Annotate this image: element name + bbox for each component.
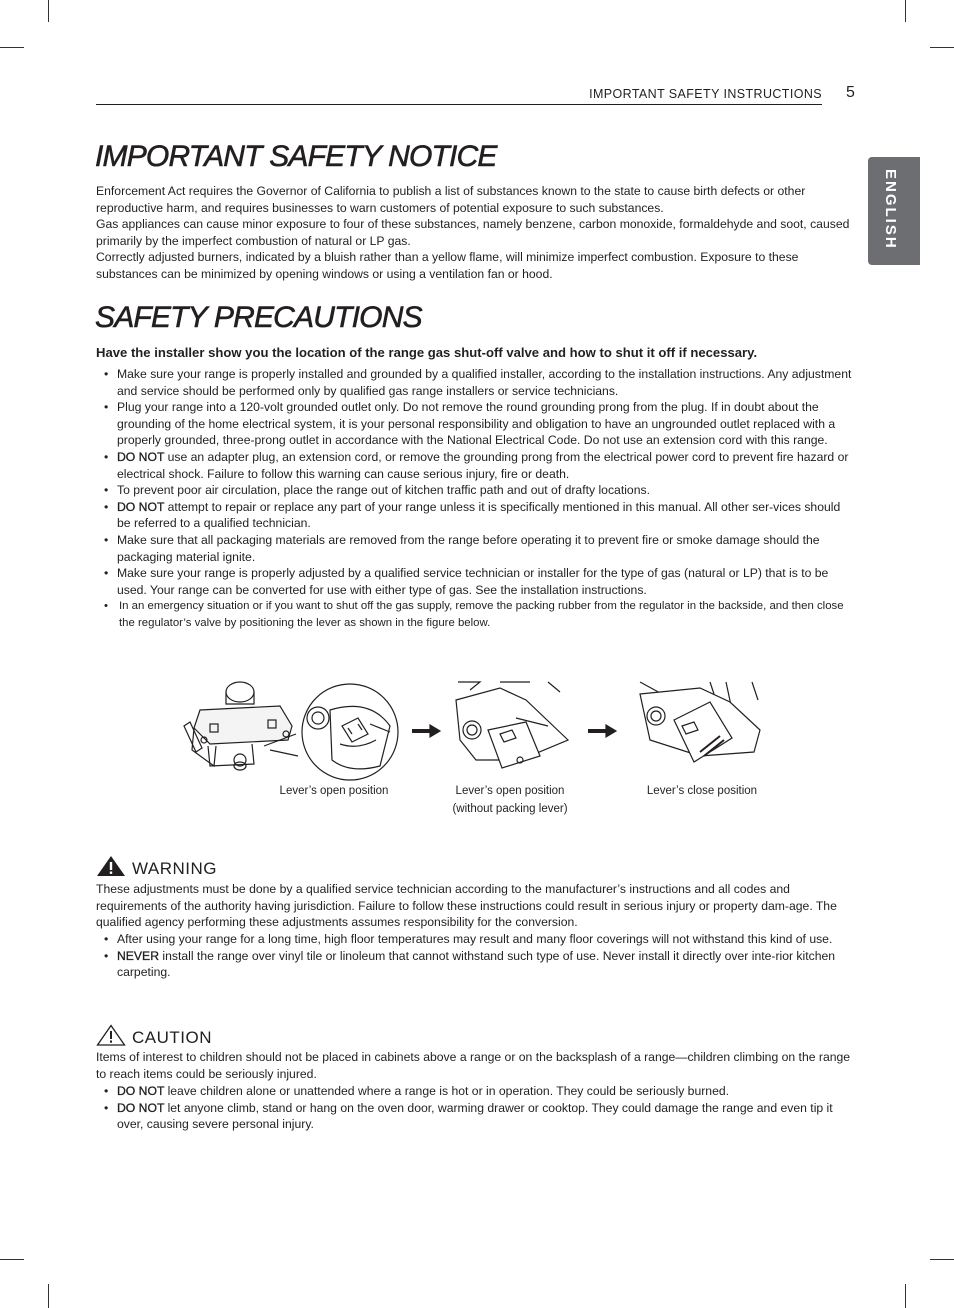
list-item	[104, 948, 856, 981]
language-tab	[868, 157, 920, 265]
page-number: 5	[846, 84, 855, 101]
crop-mark	[48, 1284, 49, 1308]
crop-mark	[905, 0, 906, 22]
item-text: Make sure that all packaging materials are removed from the range before operating it to prevent fire or smoke damage should the packaging material ignite.	[117, 532, 820, 564]
list-item	[104, 366, 856, 399]
list-item	[104, 499, 856, 532]
crop-mark	[48, 0, 49, 22]
list-item	[104, 565, 856, 598]
item-text: To prevent poor air circulation, place the range out of kitchen traffic path and out of drafty locations.	[117, 483, 650, 498]
item-text: let anyone climb, stand or hang on the oven door, warming drawer or cooktop. They could damage the range and even tip it over, causing severe personal injury.	[117, 1100, 833, 1132]
notice-paragraph: Enforcement Act requires the Governor of California to publish a list of substances known to the state to cause birth defects or other reproductive harm, and requires businesses to warn customers of potential exposure to such substances.	[96, 184, 806, 215]
item-text: Make sure your range is properly installed and grounded by a qualified installer, according to the installation instructions. Any adjustment and service should be performed only by qualified gas range installers or service technicians.	[117, 367, 852, 398]
list-item	[104, 598, 856, 631]
item-keyword: DO NOT	[117, 499, 165, 514]
list-item	[104, 532, 856, 565]
caution-triangle-outline-icon	[96, 1024, 126, 1051]
caution-list	[104, 1083, 856, 1133]
item-text: After using your range for a long time, high floor temperatures may result and many floor coverings will not withstand this kind of use.	[117, 932, 833, 946]
list-item	[104, 482, 856, 499]
notice-paragraph: Correctly adjusted burners, indicated by a bluish rather than a yellow flame, will minimize imperfect combustion. Exposure to these substances can be minimized by opening windows or using a ventilation fan or hood.	[96, 250, 799, 281]
list-item	[104, 1100, 856, 1133]
item-text: Make sure your range is properly adjusted by a qualified service technician or installer for the type of gas (natural or LP) that is to be used. Your range can be converted for use with either type of gas. See the installation instructions.	[117, 566, 829, 597]
notice-body	[96, 183, 856, 283]
item-text: Plug your range into a 120-volt grounded outlet only. Do not remove the round grounding prong from the plug. If in doubt about the grounding of the home electrical system, it is your personal responsibility and obligation to have an ungrounded outlet replaced with a properly grounded, three-prong outlet in accordance with the National Electrical Code. Do not use an extension cord with this range.	[117, 400, 836, 448]
caution-heading	[96, 1024, 212, 1051]
caution-intro: Items of interest to children should not be placed in cabinets above a range or on the backsplash of a range—children climbing on the range to reach items could be seriously injured.	[96, 1050, 851, 1081]
precautions-subheading: Have the installer show you the location of the range gas shut-off valve and how to shut it off if necessary.	[96, 345, 758, 360]
crop-mark	[0, 1259, 24, 1260]
language-tab-label: ENGLISH	[882, 169, 899, 250]
warning-triangle-icon	[96, 855, 126, 882]
list-item	[104, 399, 856, 449]
crop-mark	[930, 47, 954, 48]
crop-mark	[930, 1259, 954, 1260]
running-header: IMPORTANT SAFETY INSTRUCTIONS	[589, 87, 822, 101]
list-item	[104, 931, 856, 948]
notice-paragraph: Gas appliances can cause minor exposure to four of these substances, namely benzene, carbon monoxide, formaldehyde and soot, caused primarily by the imperfect combustion of natural or LP gas.	[96, 217, 850, 248]
item-text: use an adapter plug, an extension cord, or remove the grounding prong from the electrical power cord to prevent fire hazard or electrical shock. Failure to follow this warning can cause serious injury, fire or death.	[117, 449, 849, 481]
crop-mark	[905, 1284, 906, 1308]
item-text: install the range over vinyl tile or linoleum that cannot withstand such type of use. Never install it directly over inte-rior kitchen carpeting.	[117, 948, 836, 980]
warning-intro: These adjustments must be done by a qualified service technician according to the manufacturer’s instructions and all codes and requirements of the authority having jurisdiction. Failure to follow these instructions could result in serious injury or property dam-age. The qualified agency performing these adjustments assumes responsibility for the conversion.	[96, 882, 837, 930]
regulator-figure	[180, 670, 780, 830]
crop-mark	[0, 47, 24, 48]
caution-title: CAUTION	[132, 1028, 212, 1047]
item-text: attempt to repair or replace any part of your range unless it is specifically mentioned in this manual. All other ser-vices should be referred to a qualified technician.	[117, 499, 841, 531]
figure-caption: Lever’s close position	[646, 785, 758, 797]
warning-heading	[96, 855, 217, 882]
figure-caption: (without packing lever)	[452, 803, 568, 815]
precautions-list	[104, 366, 856, 631]
figure-caption: Lever’s open position	[455, 785, 565, 797]
item-text: In an emergency situation or if you want to shut off the gas supply, remove the packing rubber from the regulator in the backside, and then close the regulator’s valve by positioning the lever as shown in the figure below.	[119, 600, 844, 629]
list-item	[104, 1083, 856, 1100]
item-text: leave children alone or unattended where a range is hot or in operation. They could be seriously burned.	[164, 1084, 730, 1098]
item-keyword: DO NOT	[117, 1100, 165, 1115]
header-rule	[96, 104, 822, 105]
figure-caption: Lever’s open position	[279, 785, 389, 797]
list-item	[104, 449, 856, 482]
item-keyword: DO NOT	[117, 449, 165, 464]
notice-title: IMPORTANT SAFETY NOTICE	[95, 140, 497, 173]
precautions-title: SAFETY PRECAUTIONS	[95, 301, 422, 334]
item-keyword: DO NOT	[117, 1084, 165, 1098]
warning-title: WARNING	[132, 859, 218, 878]
warning-list	[104, 931, 856, 981]
item-keyword: NEVER	[117, 948, 159, 963]
